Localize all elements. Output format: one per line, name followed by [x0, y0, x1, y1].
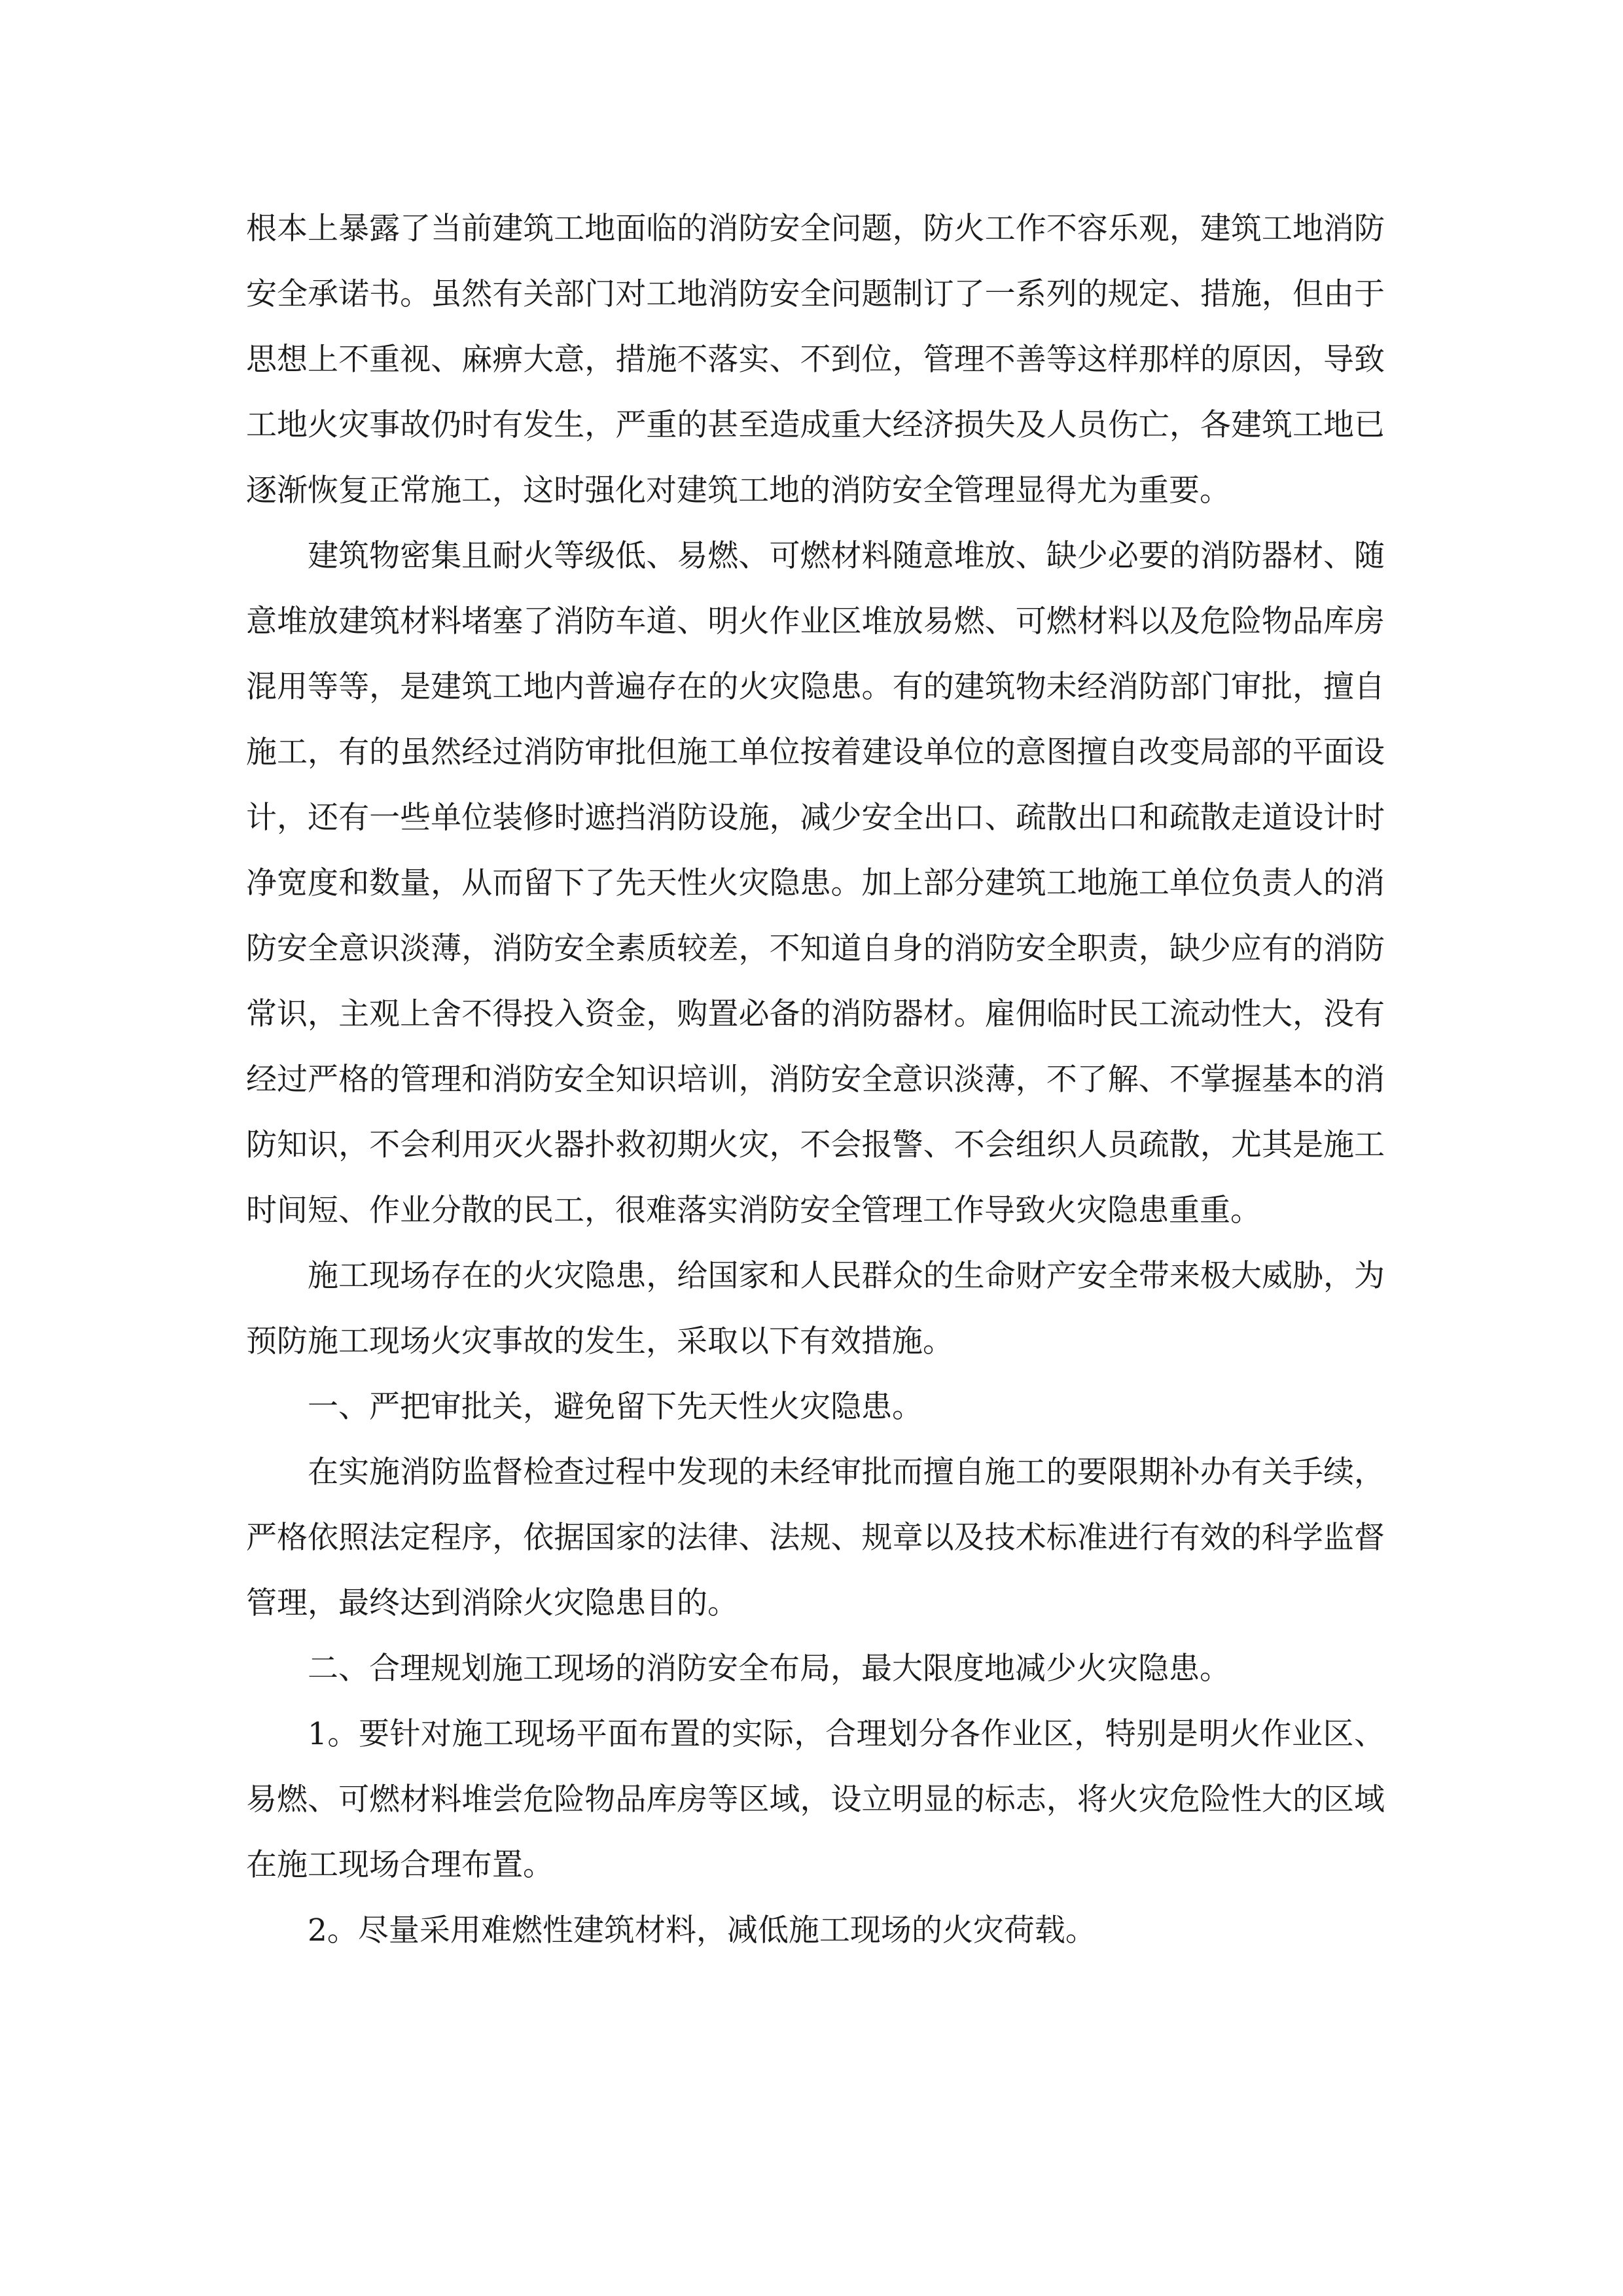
section-heading-approval: 一、严把审批关，避免留下先天性火灾隐患。 — [308, 1389, 923, 1425]
section-heading-layout: 二、合理规划施工现场的消防安全布局，最大限度地减少火灾隐患。 — [308, 1651, 1230, 1687]
document-body — [246, 196, 1385, 1964]
paragraph-continued: 根本上暴露了当前建筑工地面临的消防安全问题，防火工作不容乐观，建筑工地消防安全承诺书。虽然有关部门对工地消防安全问题制订了一系列的规定、措施，但由于思想上不重视、麻痹大意，措施不落实、不到位，管理不善等这样那样的原因，导致工地火灾事故仍时有发生，严重的甚至造成重大经济损失及人员伤亡，各建筑工地已逐渐恢复正常施工，这时强化对建筑工地的消防安全管理显得尤为重要。 — [246, 211, 1385, 509]
paragraph-approval: 在实施消防监督检查过程中发现的未经审批而擅自施工的要限期补办有关手续，严格依照法定程序，依据国家的法律、法规、规章以及技术标准进行有效的科学监督管理，最终达到消除火灾隐患目的。 — [246, 1454, 1385, 1621]
list-item-zoning: 1。要针对施工现场平面布置的实际，合理划分各作业区，特别是明火作业区、易燃、可燃材料堆尝危险物品库房等区域，设立明显的标志，将火灾危险性大的区域在施工现场合理布置。 — [246, 1716, 1385, 1883]
list-item-materials: 2。尽量采用难燃性建筑材料，减低施工现场的火灾荷载。 — [308, 1912, 1096, 1948]
paragraph-measures-intro: 施工现场存在的火灾隐患，给国家和人民群众的生命财产安全带来极大威胁，为预防施工现场火灾事故的发生，采取以下有效措施。 — [246, 1258, 1385, 1359]
paragraph-fire-hazards: 建筑物密集且耐火等级低、易燃、可燃材料随意堆放、缺少必要的消防器材、随意堆放建筑材料堵塞了消防车道、明火作业区堆放易燃、可燃材料以及危险物品库房混用等等，是建筑工地内普遍存在的火灾隐患。有的建筑物未经消防部门审批，擅自施工，有的虽然经过消防审批但施工单位按着建设单位的意图擅自改变局部的平面设计，还有一些单位装修时遮挡消防设施，减少安全出口、疏散出口和疏散走道设计时净宽度和数量，从而留下了先天性火灾隐患。加上部分建筑工地施工单位负责人的消防安全意识淡薄，消防安全素质较差，不知道自身的消防安全职责，缺少应有的消防常识，主观上舍不得投入资金，购置必备的消防器材。雇佣临时民工流动性大，没有经过严格的管理和消防安全知识培训，消防安全意识淡薄，不了解、不掌握基本的消防知识，不会利用灭火器扑救初期火灾，不会报警、不会组织人员疏散，尤其是施工时间短、作业分散的民工，很难落实消防安全管理工作导致火灾隐患重重。 — [246, 538, 1385, 1229]
